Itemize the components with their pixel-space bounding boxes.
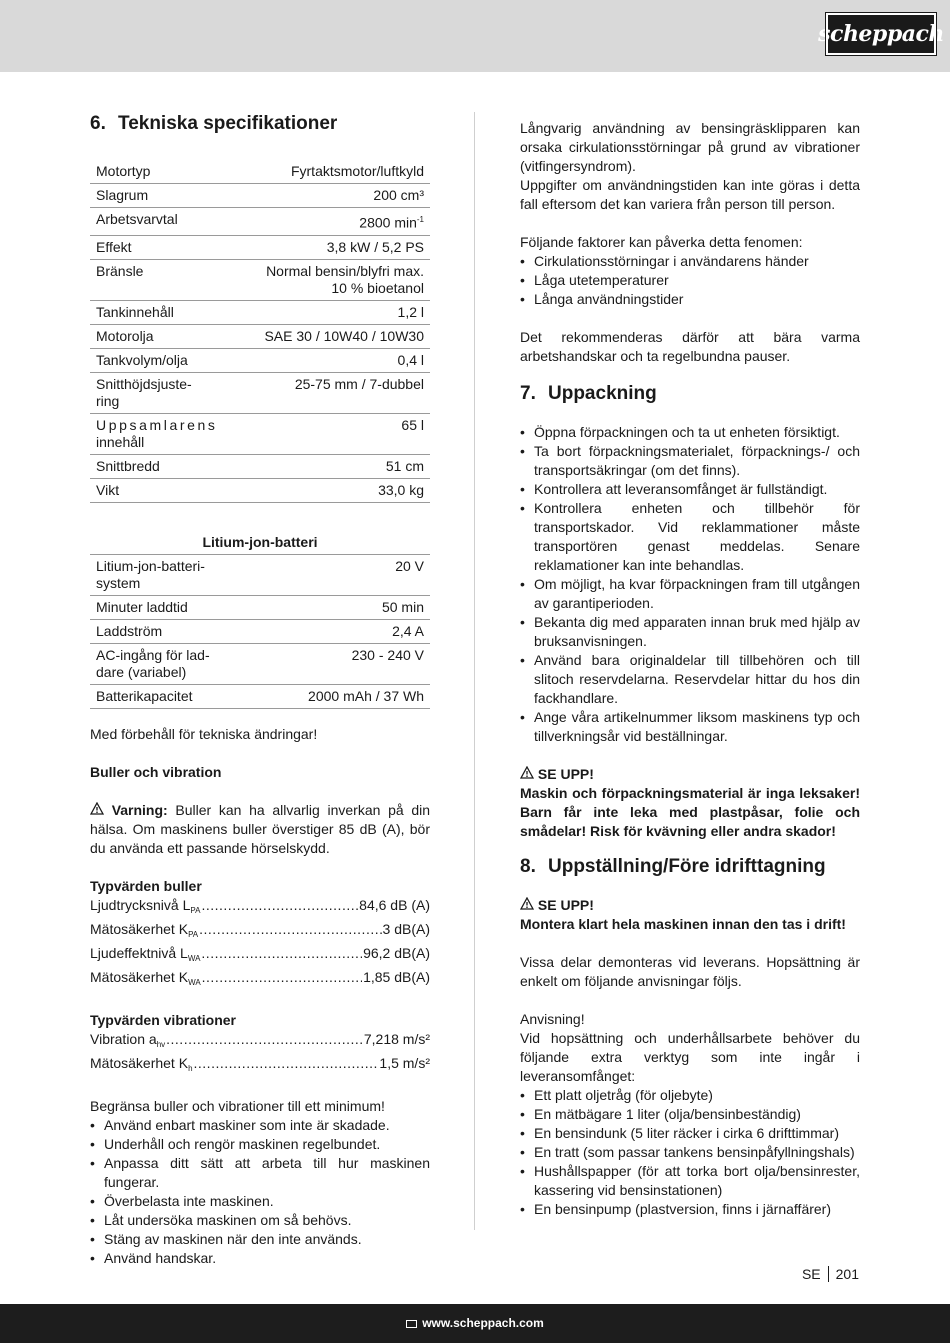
header-bar bbox=[0, 0, 950, 72]
spec-key: Litium-jon-batteri- system bbox=[90, 555, 220, 596]
spec-row bbox=[90, 454, 430, 478]
spec-key: Arbetsvarvtal bbox=[90, 208, 223, 236]
spec-value: Fyrtaktsmotor/luftkyld bbox=[223, 160, 430, 184]
reservation-note: Med förbehåll för tekniska ändringar! bbox=[90, 725, 318, 742]
spec-key: Effekt bbox=[90, 235, 223, 259]
spec-row bbox=[90, 208, 430, 236]
footer-url[interactable]: www.scheppach.com bbox=[422, 1316, 544, 1330]
spec-key: Bränsle bbox=[90, 259, 223, 300]
noise-values-heading: Typvärden buller bbox=[90, 877, 202, 894]
spec-key: Tankinnehåll bbox=[90, 300, 223, 324]
tools-list bbox=[520, 1086, 860, 1219]
list-item: • Låga utetemperaturer bbox=[520, 271, 860, 290]
factors-intro: Följande faktorer kan påverka detta fenomen: bbox=[520, 234, 803, 250]
right-column bbox=[520, 119, 860, 1219]
spec-row bbox=[90, 324, 430, 348]
list-item: • Långa användningstider bbox=[520, 290, 860, 309]
list-item: • Bekanta dig med apparaten innan bruk med hjälp av bruksanvisningen. bbox=[520, 613, 860, 651]
caution-1-text: Maskin och förpackningsmaterial är inga leksaker! Barn får inte leka med plastpåsar, folie och smådelar! Risk för kvävning eller andra skador! bbox=[520, 785, 860, 839]
spec-key: AC-ingång för lad- dare (variabel) bbox=[90, 643, 220, 684]
spec-key: Vikt bbox=[90, 478, 223, 502]
spec-row bbox=[90, 160, 430, 184]
caution-1: SE UPP! bbox=[520, 765, 860, 784]
spec-value: 2,4 A bbox=[220, 619, 430, 643]
intro-paragraph-1: Långvarig användning av bensingräsklipparen kan orsaka cirkulationsstörningar på grund av vibrationer (vitfingersyndrom). bbox=[520, 120, 860, 174]
caution-2-text: Montera klart hela maskinen innan den tas i drift! bbox=[520, 916, 846, 932]
measurement-row: Mätosäkerhet $K_{PA}$ ..... 3 dB(A) bbox=[90, 920, 430, 944]
monitor-icon bbox=[406, 1320, 417, 1328]
list-item: • Kontrollera att leveransomfånget är fullständigt. bbox=[520, 480, 860, 499]
spec-value: 0,4 l bbox=[223, 348, 430, 372]
spec-key: Tankvolym/olja bbox=[90, 348, 223, 372]
spec-row bbox=[90, 684, 430, 708]
spec-value: 33,0 kg bbox=[223, 478, 430, 502]
measurement-row: Mätosäkerhet $K_{WA}$ ..... 1,85 dB(A) bbox=[90, 968, 430, 992]
list-item: • Kontrollera enheten och tillbehör för transportskador. Vid reklammationer måste transportören genast meddelas. Senare reklamationer kan inte behandlas. bbox=[520, 499, 860, 575]
page-number: SE 201 bbox=[801, 1266, 859, 1282]
spec-value: 2800 $\min^{-1}$ bbox=[223, 208, 430, 236]
list-item: • Överbelasta inte maskinen. bbox=[90, 1192, 430, 1211]
spec-value: 20 V bbox=[220, 555, 430, 596]
spec-table bbox=[90, 160, 430, 503]
list-item: • Om möjligt, ha kvar förpackningen fram till utgången av garantiperioden. bbox=[520, 575, 860, 613]
section-8-heading: 8. Uppställning/Före idrifttagning bbox=[520, 856, 826, 877]
warning-triangle-icon bbox=[520, 896, 534, 915]
list-item: • Ange våra artikelnummer liksom maskinens typ och tillverkningsår vid beställningar. bbox=[520, 708, 860, 746]
unpack-list bbox=[520, 423, 860, 746]
spec-key: Batterikapacitet bbox=[90, 684, 220, 708]
note-label: Anvisning! bbox=[520, 1011, 585, 1027]
list-item: • Använd enbart maskiner som inte är skadade. bbox=[90, 1116, 430, 1135]
spec-value: SAE 30 / 10W40 / 10W30 bbox=[223, 324, 430, 348]
spec-value: 1,2 l bbox=[223, 300, 430, 324]
spec-row bbox=[90, 372, 430, 413]
list-item: • Använd handskar. bbox=[90, 1249, 430, 1268]
noise-heading: Buller och vibration bbox=[90, 763, 222, 780]
list-item: • Cirkulationsstörningar i användarens händer bbox=[520, 252, 860, 271]
list-item: • Anpassa ditt sätt att arbeta till hur maskinen fungerar. bbox=[90, 1154, 430, 1192]
list-item: • Använd bara originaldelar till tillbehören och till slitoch reservdelarna. Reservdelar hittar du hos din fackhandlare. bbox=[520, 651, 860, 708]
spec-row bbox=[90, 643, 430, 684]
warning-triangle-icon bbox=[90, 801, 104, 820]
spec-key: Snitthöjdsjuste- ring bbox=[90, 372, 223, 413]
spec-key: Slagrum bbox=[90, 184, 223, 208]
note-text: Vid hopsättning och underhållsarbete behöver du följande extra verktyg som inte ingår i leveransomfånget: bbox=[520, 1030, 860, 1084]
spec-value: 50 min bbox=[220, 595, 430, 619]
list-item: • En bensindunk (5 liter räcker i cirka 6 drifttimmar) bbox=[520, 1124, 860, 1143]
left-column bbox=[90, 112, 430, 1268]
noise-warning: Varning: Buller kan ha allvarlig inverkan på din hälsa. Om maskinens buller överstiger 85 dB (A), bör du använda ett passande hörselskydd. bbox=[90, 801, 430, 856]
caution-2: SE UPP! bbox=[520, 896, 860, 915]
spec-value: 25-75 mm / 7-dubbel bbox=[223, 372, 430, 413]
list-item: • En mätbägare 1 liter (olja/bensinbeständig) bbox=[520, 1105, 860, 1124]
spec-row bbox=[90, 300, 430, 324]
spec-row bbox=[90, 348, 430, 372]
spec-row bbox=[90, 413, 430, 454]
spec-value: 200 cm³ bbox=[223, 184, 430, 208]
list-item: • Ta bort förpackningsmaterialet, förpacknings-/ och transportsäkringar (om det finns). bbox=[520, 442, 860, 480]
list-item: • Låt undersöka maskinen om så behövs. bbox=[90, 1211, 430, 1230]
measurement-row: Mätosäkerhet $K_h$ ..... 1,5 m/s² bbox=[90, 1054, 430, 1078]
spec-key: Uppsamlarens innehåll bbox=[90, 413, 223, 454]
spec-row bbox=[90, 184, 430, 208]
spec-key: Motorolja bbox=[90, 324, 223, 348]
list-item: • Underhåll och rengör maskinen regelbundet. bbox=[90, 1135, 430, 1154]
list-item: • Öppna förpackningen och ta ut enheten försiktigt. bbox=[520, 423, 860, 442]
section-6-heading: 6. Tekniska specifikationer bbox=[90, 113, 338, 134]
battery-caption: Litium-jon-batteri bbox=[90, 533, 430, 555]
measurement-row: Ljudtrycksnivå $L_{PA}$ ..... 84,6 dB (A) bbox=[90, 896, 430, 920]
recommendation: Det rekommenderas därför att bära varma arbetshandskar och ta regelbundna pauser. bbox=[520, 329, 860, 364]
column-divider bbox=[474, 112, 475, 1230]
measurement-row: Vibration $a_{hv}$ ..... 7,218 m/s² bbox=[90, 1030, 430, 1054]
spec-value: 3,8 kW / 5,2 PS bbox=[223, 235, 430, 259]
spec-key: Snittbredd bbox=[90, 454, 223, 478]
measurement-row: Ljudeffektnivå $L_{WA}$ ..... 96,2 dB(A) bbox=[90, 944, 430, 968]
list-item: • En bensinpump (plastversion, finns i järnaffärer) bbox=[520, 1200, 860, 1219]
vibration-values-list bbox=[90, 1030, 430, 1078]
spec-key: Motortyp bbox=[90, 160, 223, 184]
list-item: • Ett platt oljetråg (för oljebyte) bbox=[520, 1086, 860, 1105]
warning-triangle-icon bbox=[520, 765, 534, 784]
list-item: • Hushållspapper (för att torka bort olja/bensinrester, kassering vid bensinstationen) bbox=[520, 1162, 860, 1200]
battery-table bbox=[90, 555, 430, 709]
spec-value: 65 l bbox=[223, 413, 430, 454]
scheppach-logo: scheppach bbox=[826, 13, 936, 55]
spec-row bbox=[90, 595, 430, 619]
spec-row bbox=[90, 619, 430, 643]
spec-value: 51 cm bbox=[223, 454, 430, 478]
intro-paragraph-2: Uppgifter om användningstiden kan inte göras i detta fall eftersom det kan variera från person till person. bbox=[520, 177, 860, 212]
spec-row bbox=[90, 235, 430, 259]
list-item: • En tratt (som passar tankens bensinpåfyllningshals) bbox=[520, 1143, 860, 1162]
spec-key: Laddström bbox=[90, 619, 220, 643]
spec-row bbox=[90, 259, 430, 300]
assembly-paragraph: Vissa delar demonteras vid leverans. Hopsättning är enkelt om följande anvisningar följs. bbox=[520, 954, 860, 989]
spec-value: 230 - 240 V bbox=[220, 643, 430, 684]
vibration-values-heading: Typvärden vibrationer bbox=[90, 1011, 237, 1028]
limit-intro: Begränsa buller och vibrationer till ett minimum! bbox=[90, 1097, 385, 1114]
list-item: • Stäng av maskinen när den inte används. bbox=[90, 1230, 430, 1249]
section-7-heading: 7. Uppackning bbox=[520, 383, 657, 404]
spec-value: 2000 mAh / 37 Wh bbox=[220, 684, 430, 708]
spec-value: Normal bensin/blyfri max. 10 % bioetanol bbox=[223, 259, 430, 300]
spec-row bbox=[90, 555, 430, 596]
spec-row bbox=[90, 478, 430, 502]
noise-values-list bbox=[90, 896, 430, 992]
limit-list bbox=[90, 1116, 430, 1268]
footer-bar bbox=[0, 1304, 950, 1343]
spec-key: Minuter laddtid bbox=[90, 595, 220, 619]
factors-list bbox=[520, 252, 860, 309]
